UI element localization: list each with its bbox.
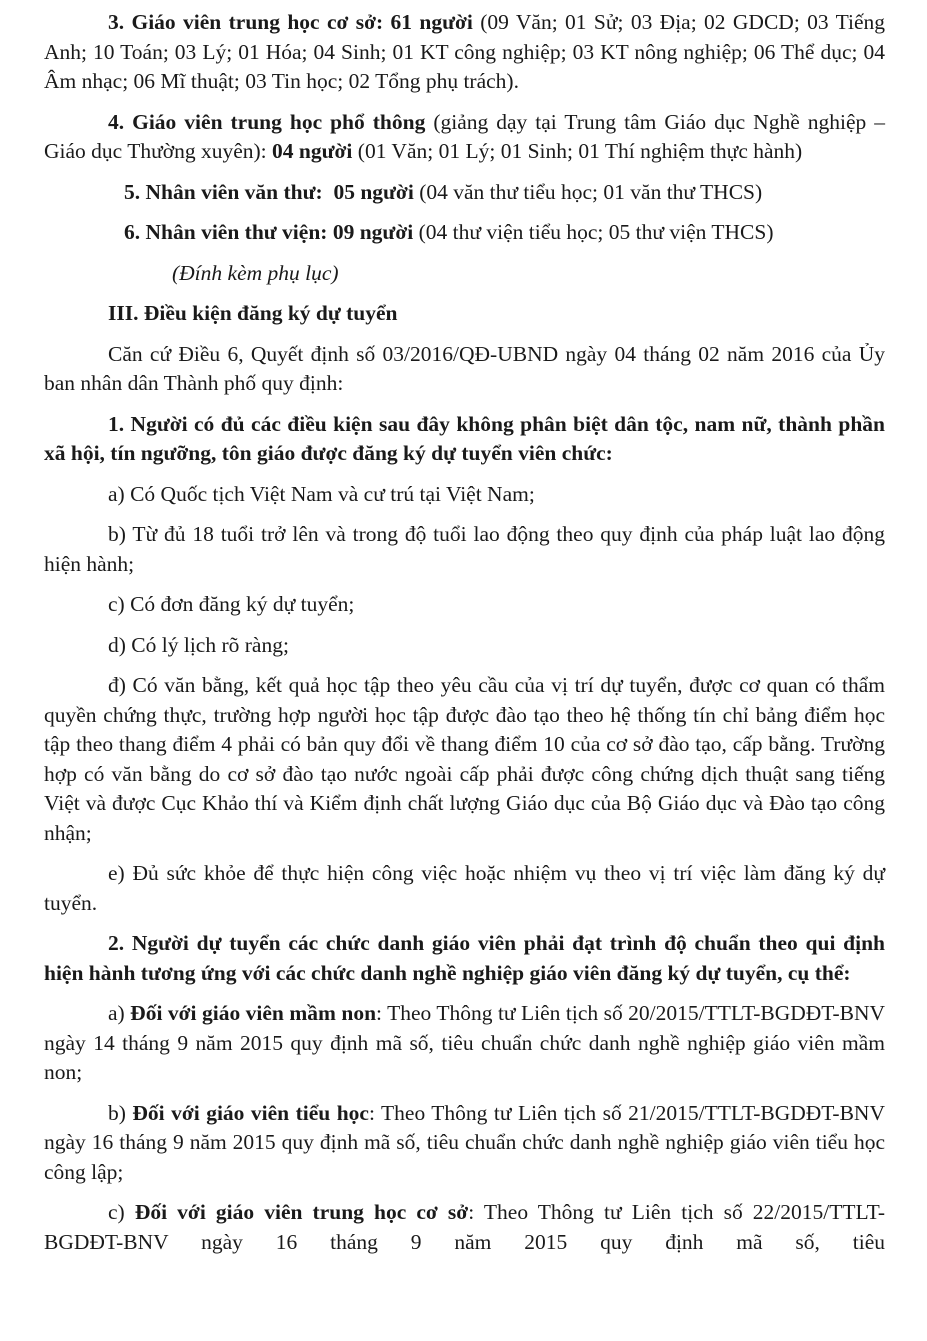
condition-2-heading: 2. Người dự tuyển các chức danh giáo viên phải đạt trình độ chuẩn theo qui định hiện hành tương ứng với các chức danh nghề nghiệp giáo viên đăng ký dự tuyển, cụ thể: (44, 931, 885, 985)
high-school-teachers-heading: 4. Giáo viên trung học phổ thông (108, 109, 426, 134)
clerical-staff-count: 05 người (333, 179, 414, 204)
condition-1-item-b: b) Từ đủ 18 tuổi trở lên và trong độ tuổi lao động theo quy định của pháp luật lao động hiện hành; (44, 522, 885, 576)
condition-1-item-e: e) Đủ sức khỏe để thực hiện công việc hoặc nhiệm vụ theo vị trí việc làm đăng ký dự tuyển. (44, 861, 885, 915)
item-label: c) (108, 1200, 135, 1224)
library-staff-breakdown: (04 thư viện tiểu học; 05 thư viện THCS) (413, 220, 774, 244)
high-school-teachers-count: 04 người (272, 139, 353, 163)
item-bold-title: Đối với giáo viên trung học cơ sở (134, 1200, 469, 1224)
library-staff-count: 09 người (332, 220, 414, 244)
paragraph-library-staff (44, 218, 885, 248)
attachment-note: (Đính kèm phụ lục) (172, 260, 339, 285)
document-page (44, 8, 885, 1268)
clerical-staff-breakdown: (04 văn thư tiểu học; 01 văn thư THCS) (413, 179, 763, 204)
item-label: b) (108, 1100, 133, 1125)
paragraph-middle-school-teachers (44, 8, 885, 97)
condition-1-item-a: a) Có Quốc tịch Việt Nam và cư trú tại Việt Nam; (108, 481, 535, 506)
condition-1-heading: 1. Người có đủ các điều kiện sau đây không phân biệt dân tộc, nam nữ, thành phần xã hội, tín ngưỡng, tôn giáo được đăng ký dự tuyển viên chức: (44, 411, 885, 465)
high-school-teachers-breakdown: (01 Văn; 01 Lý; 01 Sinh; 01 Thí nghiệm thực hành) (352, 139, 803, 163)
item-bold-title: Đối với giáo viên mầm non (130, 1001, 377, 1025)
condition-1-item-d: d) Có lý lịch rõ ràng; (108, 632, 289, 657)
item-text: : Theo Thông tư Liên tịch số 21/2015/TTLT-BGDĐT-BNV ngày 16 tháng 9 năm 2015 quy định mã số, tiêu chuẩn chức danh nghề nghiệp giáo viên tiểu học công lập; (44, 1100, 885, 1184)
legal-basis: Căn cứ Điều 6, Quyết định số 03/2016/QĐ-UBND ngày 04 tháng 02 năm 2016 của Ủy ban nhân dân Thành phố quy định: (44, 341, 885, 395)
high-school-teachers-note: (giảng dạy tại Trung tâm Giáo dục Nghề nghiệp – Giáo dục Thường xuyên): (44, 109, 885, 163)
condition-1-item-c: c) Có đơn đăng ký dự tuyển; (108, 592, 355, 616)
item-label: a) (108, 1001, 131, 1025)
condition-2-item-a (44, 999, 885, 1088)
item-bold-title: Đối với giáo viên tiểu học (132, 1100, 369, 1125)
clerical-staff-heading: 5. Nhân viên văn thư: (124, 179, 323, 204)
condition-2-item-c (44, 1198, 885, 1257)
paragraph-high-school-teachers (44, 108, 885, 167)
item-text: : Theo Thông tư Liên tịch số 20/2015/TTLT-BGDĐT-BNV ngày 14 tháng 9 năm 2015 quy định mã số, tiêu chuẩn chức danh nghề nghiệp giáo viên mầm non; (44, 1001, 885, 1084)
middle-school-teachers-heading: 3. Giáo viên trung học cơ sở: 61 người (108, 10, 473, 34)
item-text: : Theo Thông tư Liên tịch số 22/2015/TTLT-BGDĐT-BNV ngày 16 tháng 9 năm 2015 quy định mã số, tiêu (44, 1200, 885, 1254)
middle-school-teachers-breakdown: (09 Văn; 01 Sử; 03 Địa; 02 GDCD; 03 Tiếng Anh; 10 Toán; 03 Lý; 01 Hóa; 04 Sinh; 01 KT công nghiệp; 03 KT nông nghiệp; 06 Thể dục; 04 Âm nhạc; 06 Mĩ thuật; 03 Tin học; 02 Tổng phụ trách). (44, 10, 886, 93)
condition-2-item-b (44, 1099, 885, 1188)
condition-1-item-dd: đ) Có văn bằng, kết quả học tập theo yêu cầu của vị trí dự tuyển, được cơ quan có thẩm quyền chứng thực, trường hợp người học tập được đào tạo theo hệ thống tín chỉ bảng điểm học tập theo thang điểm 4 phải có bản quy đổi về thang điểm 10 của cơ sở đào tạo, cấp bằng. Trường hợp có văn bằng do cơ sở đào tạo nước ngoài cấp phải được công chứng dịch thuật sang tiếng Việt và được Cục Khảo thí và Kiểm định chất lượng Giáo dục của Bộ Giáo dục và Đào tạo công nhận; (44, 673, 885, 845)
library-staff-heading: 6. Nhân viên thư viện: (124, 220, 328, 244)
section-3-title: III. Điều kiện đăng ký dự tuyển (108, 301, 398, 325)
paragraph-clerical-staff (44, 178, 885, 208)
